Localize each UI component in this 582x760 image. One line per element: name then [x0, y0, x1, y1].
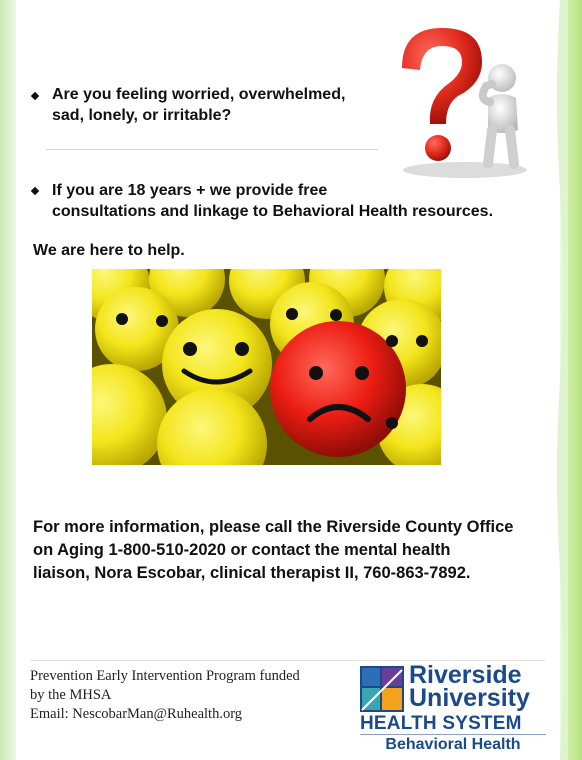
riverside-logo	[360, 662, 550, 754]
contact-info	[33, 516, 543, 585]
bullet-1-line-1: Are you feeling worried, overwhelmed,	[52, 86, 346, 103]
logo-health-system: HEALTH SYSTEM	[360, 713, 522, 734]
logo-university: University	[409, 684, 530, 712]
logo-riverside: Riverside	[409, 661, 522, 689]
contact-info-line-1: For more information, please call the Riverside County Office	[33, 518, 514, 536]
divider	[46, 149, 378, 150]
footer-email[interactable]: Email: NescobarMan@Ruhealth.org	[30, 706, 243, 722]
bullet-2-line-1: If you are 18 years + we provide free	[52, 182, 328, 199]
footer-line-2: by the MHSA	[30, 687, 112, 703]
logo-behavioral-health: Behavioral Health	[360, 734, 546, 754]
contact-info-line-2: on Aging 1-800-510-2020 or contact the mental health	[33, 541, 451, 559]
contact-info-line-3: liaison, Nora Escobar, clinical therapist II, 760-863-7892.	[33, 564, 471, 582]
footer-text	[30, 667, 360, 724]
footer-line-1: Prevention Early Intervention Program funded	[30, 668, 300, 684]
bullet-1-line-2: sad, lonely, or irritable?	[52, 107, 232, 124]
bullet-diamond-icon	[31, 187, 39, 195]
help-statement: We are here to help.	[33, 242, 185, 259]
left-green-border	[0, 0, 16, 760]
question-mark-figure-image	[390, 20, 540, 180]
right-wave-decoration	[552, 0, 568, 760]
bullet-diamond-icon	[31, 92, 39, 100]
riverside-logo-mark-icon	[360, 666, 404, 712]
bullet-2-line-2: consultations and linkage to Behavioral Health resources.	[52, 203, 494, 220]
smiley-faces-image	[92, 269, 441, 465]
